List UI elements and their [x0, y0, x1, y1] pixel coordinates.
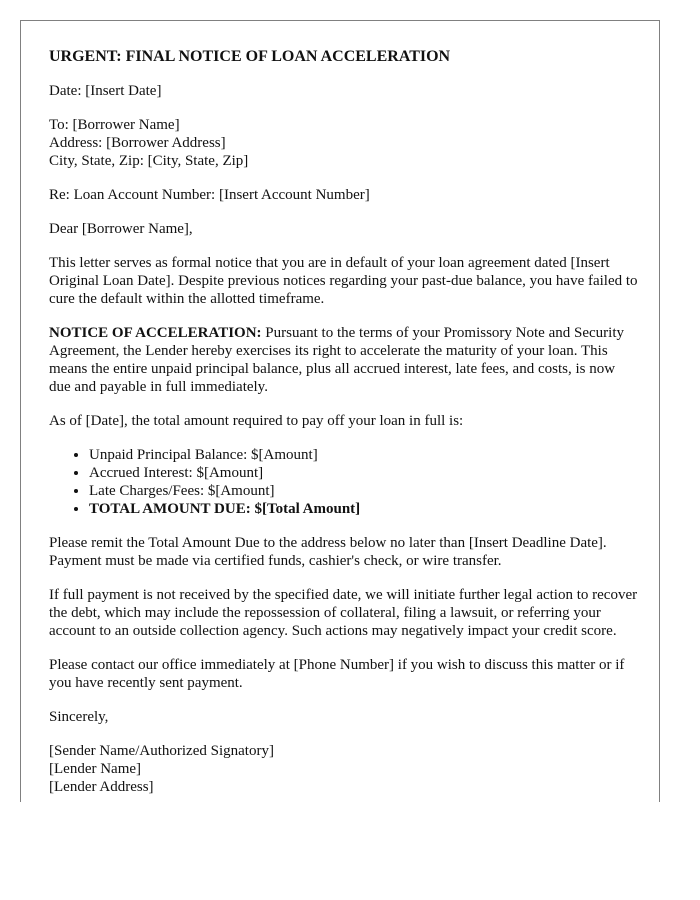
to-line: To: [Borrower Name]	[49, 117, 180, 133]
letter-body	[49, 48, 639, 796]
default-paragraph: This letter serves as formal notice that you are in default of your loan agreement dated [Insert Original Loan Date]. Despite previous notices regarding your past-due balance, you have failed to cure the default within the allotted timeframe.	[49, 255, 638, 307]
acceleration-paragraph	[49, 324, 639, 396]
list-item-interest: • Accrued Interest: $[Amount]	[89, 464, 639, 482]
acceleration-heading: NOTICE OF ACCELERATION:	[49, 325, 262, 341]
date-line: Date: [Insert Date]	[49, 83, 162, 99]
re-line: Re: Loan Account Number: [Insert Account Number]	[49, 187, 370, 203]
signature-block	[49, 742, 639, 796]
payoff-list	[49, 446, 639, 518]
acceleration-text: Pursuant to the terms of your Promissory Note and Security Agreement, the Lender hereby exercises its right to accelerate the maturity of your loan. This means the entire unpaid principal balance, plus all accrued interest, late fees, and costs, is now due and payable in full immediately.	[49, 325, 624, 395]
city-state-zip-line: City, State, Zip: [City, State, Zip]	[49, 153, 249, 169]
list-item-fees: • Late Charges/Fees: $[Amount]	[89, 482, 639, 500]
payoff-intro: As of [Date], the total amount required to pay off your loan in full is:	[49, 413, 464, 429]
recipient-block	[49, 116, 639, 170]
list-item-total: • TOTAL AMOUNT DUE: $[Total Amount]	[89, 500, 639, 518]
lender-address: [Lender Address]	[49, 779, 154, 795]
remit-paragraph: Please remit the Total Amount Due to the address below no later than [Insert Deadline Date]. Payment must be made via certified funds, cashier's check, or wire transfer.	[49, 535, 607, 569]
legal-action-paragraph: If full payment is not received by the specified date, we will initiate further legal action to recover the debt, which may include the repossession of collateral, filing a lawsuit, or referring your account to an outside collection agency. Such actions may negatively impact your credit score.	[49, 587, 638, 639]
sender-name: [Sender Name/Authorized Signatory]	[49, 743, 274, 759]
letter-page	[20, 20, 660, 802]
list-item-principal: • Unpaid Principal Balance: $[Amount]	[89, 446, 639, 464]
contact-paragraph: Please contact our office immediately at [Phone Number] if you wish to discuss this matter or if you have recently sent payment.	[49, 657, 625, 691]
closing: Sincerely,	[49, 709, 109, 725]
address-line: Address: [Borrower Address]	[49, 135, 226, 151]
letter-title: URGENT: FINAL NOTICE OF LOAN ACCELERATION	[49, 48, 451, 65]
salutation: Dear [Borrower Name],	[49, 221, 193, 237]
lender-name: [Lender Name]	[49, 761, 142, 777]
